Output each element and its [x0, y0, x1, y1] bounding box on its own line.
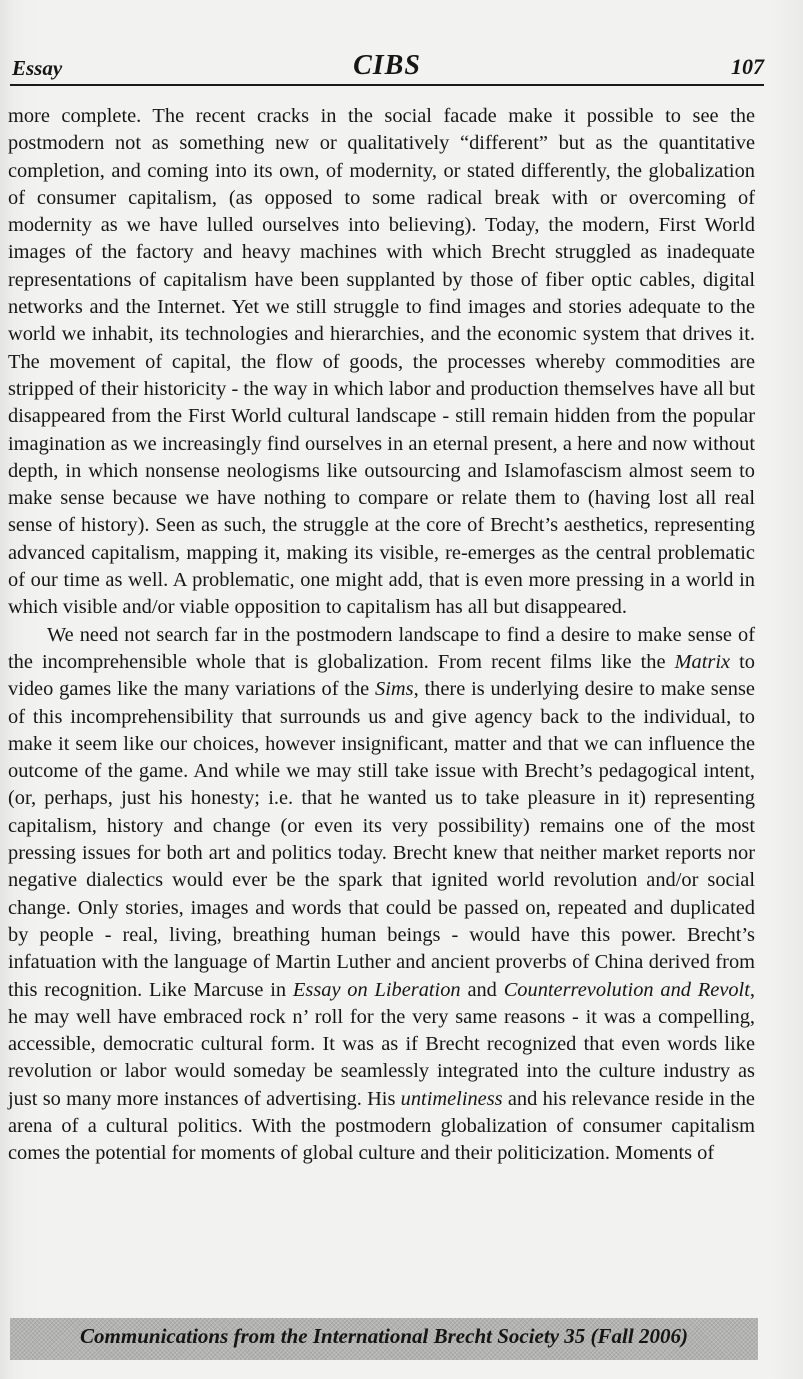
paragraph-2-part-e: , he may well have embraced rock n’ roll for the very same reasons - it was a compelling, accessible, democratic cultural form. It was as if Brecht recognized that even words like revolution or labor would someday be seamlessly integrated into the culture industry as just so many more instances of advertising. His	[8, 978, 756, 1110]
title-essay-on-liberation: Essay on Liberation	[292, 978, 461, 1001]
title-counterrevolution: Counterrevolution and Revolt	[503, 978, 750, 1001]
paragraph-2	[8, 622, 755, 1168]
paragraph-2-part-a: We need not search far in the postmodern landscape to find a desire to make sense of the incomprehensible whole that is globalization. From recent films like the	[8, 623, 755, 673]
paragraph-1: more complete. The recent cracks in the social facade make it possible to see the postmodern not as something new or qualitatively “different” but as the quantitative completion, and coming into its own, of modernity, or stated differently, the globalization of consumer capitalism, (as opposed to some radical break with or overcoming of modernity as we have lulled ourselves into believing). Today, the modern, First World images of the factory and heavy machines with which Brecht struggled as inadequate representations of capitalism have been supplanted by those of fiber optic cables, digital networks and the Internet. Yet we still struggle to find images and stories adequate to the world we inhabit, its technologies and hierarchies, and the economic system that drives it. The movement of capital, the flow of goods, the processes whereby commodities are stripped of their historicity - the way in which labor and production themselves have all but disappeared from the First World cultural landscape - still remain hidden from the popular imagination as we increasingly find ourselves in an eternal present, a here and now without depth, in which nonsense neologisms like outsourcing and Islamofascism almost seem to make sense because we have nothing to compare or relate them to (having lost all real sense of history). Seen as such, the struggle at the core of Brecht’s aesthetics, representing advanced capitalism, mapping it, making its visible, re-emerges as the central problematic of our time as well. A problematic, one might add, that is even more pressing in a world in which visible and/or viable opposition to capitalism has all but disappeared.	[8, 105, 755, 619]
paragraph-2-part-f: and his relevance reside in the arena of a cultural politics. With the postmodern globalization of consumer capitalism comes the potential for moments of global culture and their politicization. Moments of	[8, 1087, 755, 1165]
section-label: Essay	[12, 56, 63, 80]
page-footer	[10, 1318, 758, 1360]
footer-citation: Communications from the International Brecht Society 35 (Fall 2006)	[80, 1324, 688, 1348]
journal-title: CIBS	[353, 50, 421, 81]
paragraph-2-part-c: , there is underlying desire to make sense of this incomprehensibility that surrounds us and give agency back to the individual, to make it seem like our choices, however insignificant, matter and that we can influence the outcome of the game. And while we may still take issue with Brecht’s pedagogical intent, (or, perhaps, just his honesty; i.e. that he wanted us to take pleasure in it) representing capitalism, history and change (or even its very possibility) remains one of the most pressing issues for both art and politics today. Brecht knew that neither market reports nor negative dialectics would ever be the spark that ignited world revolution and/or social change. Only stories, images and words that could be passed on, repeated and duplicated by people - real, living, breathing human beings - would have this power. Brecht’s infatuation with the language of Martin Luther and ancient proverbs of China derived from this recognition. Like Marcuse in	[8, 678, 755, 1001]
term-untimeliness: untimeliness	[400, 1087, 503, 1110]
title-sims: Sims	[375, 678, 414, 701]
paragraph-2-part-b: to video games like the many variations of the	[8, 650, 755, 701]
paragraph-2-part-d: and	[460, 978, 504, 1001]
page-number: 107	[731, 54, 764, 79]
title-matrix: Matrix	[674, 650, 731, 673]
essay-body	[8, 103, 755, 1168]
page-header	[10, 50, 764, 86]
